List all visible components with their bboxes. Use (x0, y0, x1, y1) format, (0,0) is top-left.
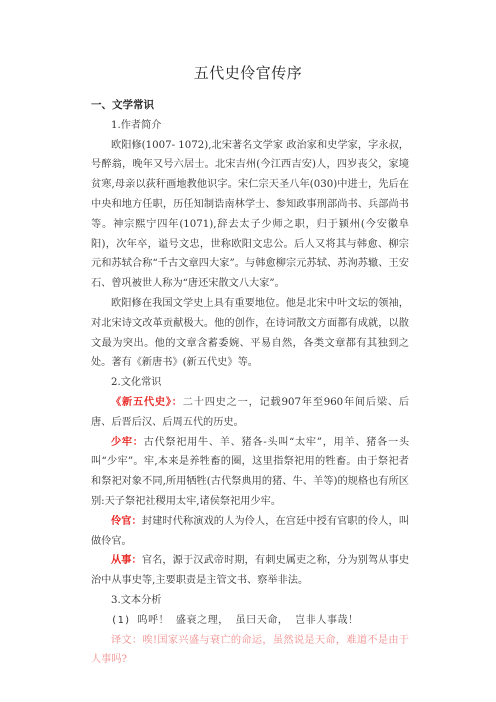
term-label: 少牢： (111, 435, 144, 448)
paragraph-author-bio: 欧阳修(1007- 1072),北宋著名文学家 政治家和史学家，字永叔，号醉翁，晚年又号六居士。北宋吉州(今江西吉安)人，四岁丧父，家境贫寒,母亲以荻秆画地教他识字。宋仁宗天圣八年(030)中进士，先后在中央和地方任职，历任知制诰南林学士、参知政事刑部尚书、兵部尚书等。神宗熙宁四年(1071),辞去太子少师之职，归于颍州(今安徽阜阳)，次年卒，谥号文忠，世称欧阳文忠公。后人又将其与韩愈、柳宗元和苏轼合称“千古文章四大家”。与韩愈柳宗元苏轼、苏洵苏辙、王安石、曾巩被世人称为“唐还宋散文八大家”。 (91, 139, 409, 290)
document-title: 五代史伶官传序 (193, 64, 303, 82)
term-label: 伶官： (111, 514, 142, 527)
term-definition: 二十四史之一，记载907年至960年间后梁、后唐、后晋后汉、后周五代的历史。 (91, 396, 410, 428)
term-label: 《新五代史》 (111, 395, 172, 408)
subheading-culture: 2.文化常识 (111, 377, 162, 389)
verse-translation: 译文：唉!国家兴盛与衰亡的命运，虽然说是天命，难道不是由于人事吗? (91, 634, 409, 666)
term-new-five-dynasties (91, 393, 409, 433)
paragraph-author-legacy: 欧阳修在我国文学史上具有重要地位。他是北宋中叶文坛的领袖，对北宋诗文改革贡献极大。他的创作，在诗词散文方面都有成就，以散文最为突出。他的文章含蓄委婉、平易自然，各类文章都有其独到之处。著有《新唐书》(新五代史》等。 (91, 297, 409, 369)
term-congshi (91, 551, 409, 591)
term-separator: ： (171, 395, 183, 408)
subheading-text-analysis: 3.文本分析 (111, 594, 162, 606)
term-definition: 官名，源于汉武帝时期，有刺史属吏之称，分为别驾从事史治中从事史等,主要职责是主管文书、察举非法。 (91, 555, 410, 587)
subheading-author: 1.作者简介 (111, 119, 162, 131)
document-body (91, 96, 409, 670)
term-shaolao (91, 433, 409, 512)
term-label: 从事： (111, 554, 142, 567)
term-definition: 封建时代称演戏的人为伶人，在宫廷中授有官职的伶人，叫做伶官。 (91, 515, 410, 547)
term-lingguan (91, 512, 409, 552)
section-heading-literary-knowledge: 一、文学常识 (91, 99, 154, 111)
classical-verse: (1) 呜呼！ 盛衰之理， 虽曰天命， 岂非人事哉！ (111, 614, 359, 626)
term-definition: 古代祭祀用牛、羊、猪各-头叫“太牢”，用羊、猪各一头叫“少牢”。牢,本来是养牲畜的圈，这里指祭祀用的牲畜。由于祭祀者和祭祀对象不同,所用牺牲(古代祭典用的猪、牛、羊等)的规格也有所区别:天子祭祀社稷用太牢,诸侯祭祀用少牢。 (91, 436, 410, 507)
